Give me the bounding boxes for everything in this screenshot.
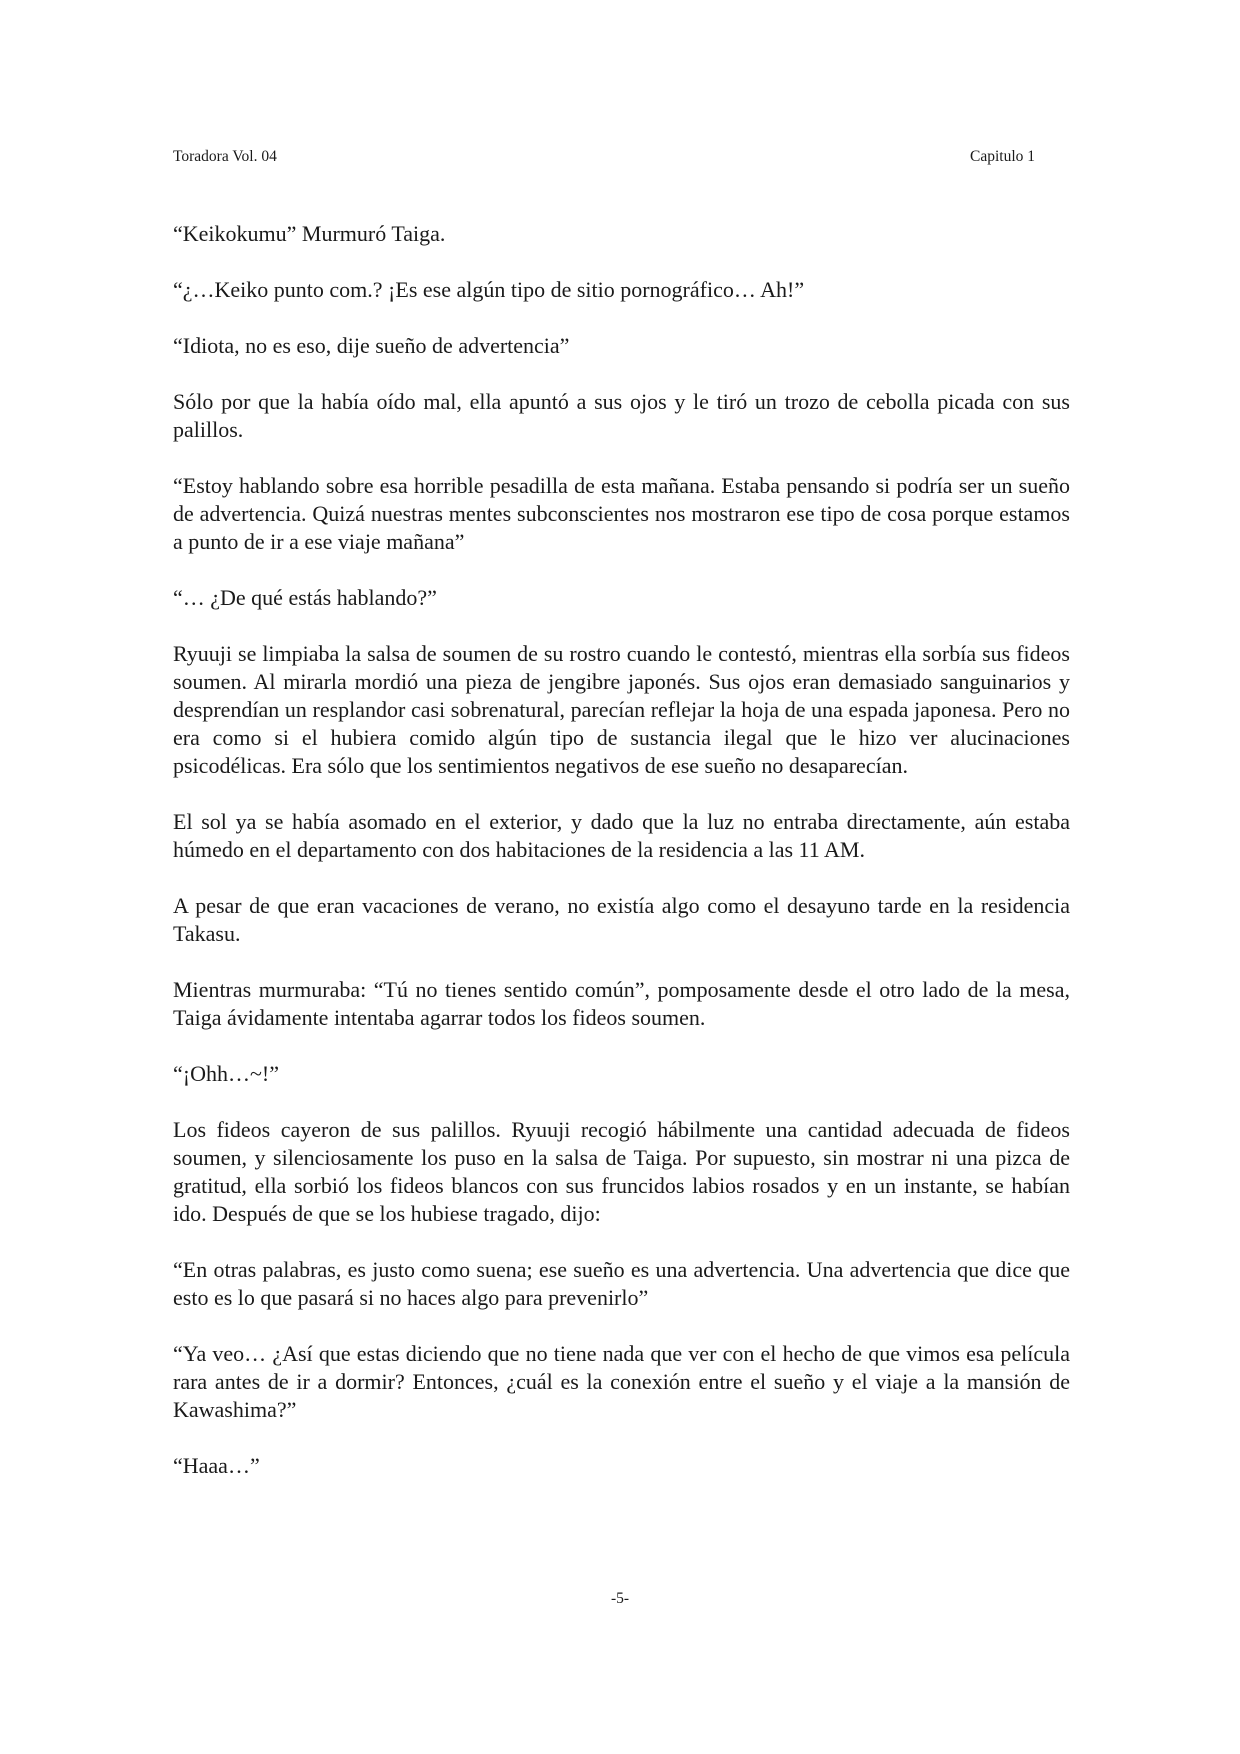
paragraph: Sólo por que la había oído mal, ella apuntó a sus ojos y le tiró un trozo de cebolla picada con sus palillos. <box>173 389 1070 442</box>
paragraph: “¡Ohh…~!” <box>173 1061 279 1086</box>
header-book-title: Toradora Vol. 04 <box>173 148 277 165</box>
paragraph: “Keikokumu” Murmuró Taiga. <box>173 221 446 246</box>
paragraph: Mientras murmuraba: “Tú no tienes sentido común”, pomposamente desde el otro lado de la mesa, Taiga ávidamente intentaba agarrar todos los fideos soumen. <box>173 977 1070 1030</box>
paragraph: “Idiota, no es eso, dije sueño de advertencia” <box>173 333 570 358</box>
header-chapter: Capitulo 1 <box>969 148 1035 165</box>
paragraph: Los fideos cayeron de sus palillos. Ryuuji recogió hábilmente una cantidad adecuada de fideos soumen, y silenciosamente los puso en la salsa de Taiga. Por supuesto, sin mostrar ni una pizca de gratitud, ella sorbió los fideos blancos con sus fruncidos labios rosados y en un instante, se habían ido. Después de que se los hubiese tragado, dijo: <box>173 1117 1070 1226</box>
paragraph: “¿…Keiko punto com.? ¡Es ese algún tipo de sitio pornográfico… Ah!” <box>173 277 805 302</box>
paragraph: “En otras palabras, es justo como suena; ese sueño es una advertencia. Una advertencia que dice que esto es lo que pasará si no haces algo para prevenirlo” <box>173 1257 1070 1310</box>
paragraph: A pesar de que eran vacaciones de verano, no existía algo como el desayuno tarde en la residencia Takasu. <box>173 893 1070 946</box>
page-number: -5- <box>610 1590 630 1607</box>
paragraph: “Ya veo… ¿Así que estas diciendo que no tiene nada que ver con el hecho de que vimos esa película rara antes de ir a dormir? Entonces, ¿cuál es la conexión entre el sueño y el viaje a la mansión de Kawashima?” <box>173 1341 1070 1422</box>
page-footer <box>0 1590 1240 1608</box>
paragraph: El sol ya se había asomado en el exterior, y dado que la luz no entraba directamente, aún estaba húmedo en el departamento con dos habitaciones de la residencia a las 11 AM. <box>173 809 1070 862</box>
page-body <box>173 220 1070 1508</box>
paragraph: “… ¿De qué estás hablando?” <box>173 585 437 610</box>
paragraph: “Haaa…” <box>173 1453 260 1478</box>
paragraph: “Estoy hablando sobre esa horrible pesadilla de esta mañana. Estaba pensando si podría ser un sueño de advertencia. Quizá nuestras mentes subconscientes nos mostraron ese tipo de cosa porque estamos a punto de ir a ese viaje mañana” <box>173 473 1070 554</box>
page-header <box>173 148 1035 166</box>
paragraph: Ryuuji se limpiaba la salsa de soumen de su rostro cuando le contestó, mientras ella sorbía sus fideos soumen. Al mirarla mordió una pieza de jengibre japonés. Sus ojos eran demasiado sanguinarios y desprendían un resplandor casi sobrenatural, parecían reflejar la hoja de una espada japonesa. Pero no era como si el hubiera comido algún tipo de sustancia ilegal que le hizo ver alucinaciones psicodélicas. Era sólo que los sentimientos negativos de ese sueño no desaparecían. <box>173 641 1070 778</box>
